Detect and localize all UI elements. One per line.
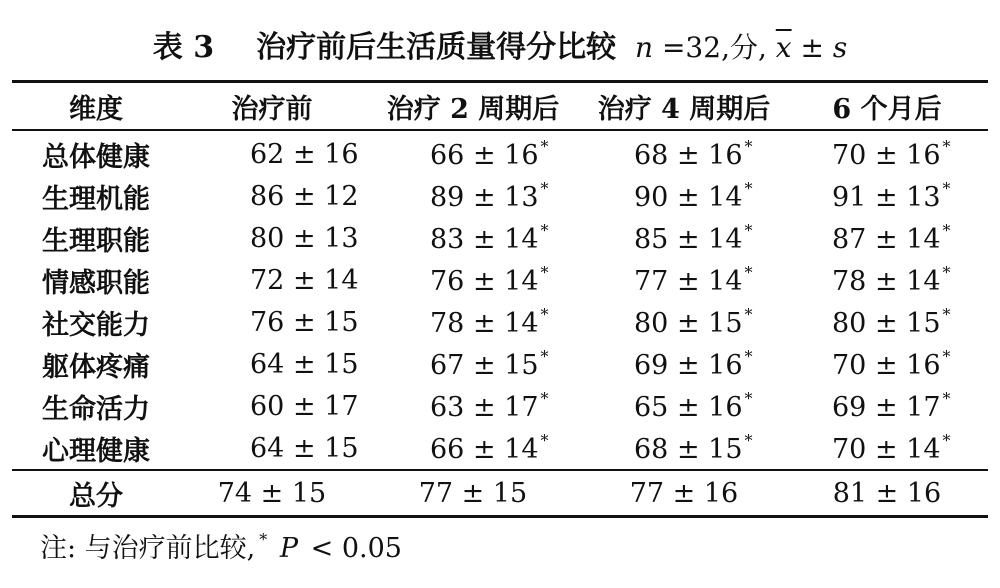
dimension-cell: 生命活力 [42,393,150,425]
value-cell [786,427,988,470]
value-text: 76 ± 15 [250,306,359,338]
note-p: P [279,533,299,564]
value-cell [364,130,582,175]
n-value: =32 [661,31,722,64]
table-stats [626,31,847,64]
total-label: 总分 [69,480,123,512]
value-cell [364,385,582,427]
value-text: 66 ± 16 [430,140,539,171]
significance-star: * [744,137,753,156]
table-row [12,385,988,427]
significance-star: * [540,179,549,198]
value-cell [786,217,988,259]
mean-symbol: $\overline{x}$ [775,31,792,64]
value-text: 72 ± 14 [250,264,359,296]
value-cell [364,259,582,301]
significance-star: * [942,305,951,324]
value-text: 66 ± 14 [430,434,539,465]
value-text: 67 ± 15 [430,350,539,381]
header-cell: 治疗 4 周期后 [597,93,771,125]
value-cell [786,130,988,175]
value-text: 80 ± 13 [250,222,359,254]
unit-label: ,分, [721,31,767,64]
significance-star: * [540,137,549,156]
value-text: 80 ± 15 [832,308,941,339]
header-cell: 维度 [69,93,123,125]
value-cell [364,427,582,470]
table-title [0,22,1000,66]
significance-star: * [744,221,753,240]
value-text: 78 ± 14 [430,308,539,339]
dimension-cell: 心理健康 [42,435,150,467]
value-text: 68 ± 15 [634,434,743,465]
value-cell [180,175,364,217]
significance-star: * [942,347,951,366]
total-value-cell: 77 ± 15 [418,477,528,509]
table-footnote [40,526,402,565]
value-cell [786,175,988,217]
value-cell [786,259,988,301]
significance-star: * [744,305,753,324]
value-text: 62 ± 16 [250,138,359,170]
table-row [12,427,988,470]
dimension-cell: 情感职能 [42,267,150,299]
table-row [12,175,988,217]
significance-star: * [744,389,753,408]
value-cell [582,301,786,343]
value-cell [180,259,364,301]
table-row [12,301,988,343]
significance-star: * [540,305,549,324]
value-cell [364,175,582,217]
total-value-cell: 81 ± 16 [832,477,942,509]
note-rest: < 0.05 [310,533,402,564]
value-text: 60 ± 17 [250,390,359,422]
value-cell [364,343,582,385]
dimension-cell: 生理职能 [42,225,150,257]
value-cell [582,175,786,217]
table-row [12,217,988,259]
total-value-cell: 77 ± 16 [629,477,739,509]
table-number: 表 3 [152,30,215,65]
significance-star: * [540,221,549,240]
dimension-cell: 社交能力 [42,309,150,341]
value-cell [180,301,364,343]
value-text: 76 ± 14 [430,266,539,297]
dimension-cell: 总体健康 [42,141,150,173]
value-text: 63 ± 17 [430,392,539,423]
significance-star: * [942,389,951,408]
value-text: 70 ± 14 [832,434,941,465]
value-text: 69 ± 16 [634,350,743,381]
value-text: 68 ± 16 [634,140,743,171]
value-text: 83 ± 14 [430,224,539,255]
quality-of-life-table [12,80,988,518]
value-cell [180,343,364,385]
value-text: 91 ± 13 [832,182,941,213]
value-cell [582,259,786,301]
value-text: 78 ± 14 [832,266,941,297]
header-cell: 治疗 2 周期后 [386,93,560,125]
value-text: 86 ± 12 [250,180,359,212]
significance-star: * [744,179,753,198]
value-text: 85 ± 14 [634,224,743,255]
significance-star: * [942,179,951,198]
significance-star: * [942,137,951,156]
significance-star: * [942,221,951,240]
value-cell [582,343,786,385]
header-cell: 治疗前 [231,93,313,125]
value-text: 70 ± 16 [832,140,941,171]
significance-star: * [942,263,951,282]
note-prefix: 注: 与治疗前比较, [40,533,256,564]
significance-star: * [744,347,753,366]
table-row [12,130,988,175]
significance-star: * [942,431,951,450]
value-cell [364,217,582,259]
dimension-cell: 生理机能 [42,183,150,215]
table-body [12,130,988,517]
value-text: 87 ± 14 [832,224,941,255]
header-row [12,82,988,131]
value-cell [786,385,988,427]
value-text: 64 ± 15 [250,348,359,380]
sd-symbol: ± s [800,31,848,64]
table-row [12,259,988,301]
total-row [12,470,988,517]
value-cell [582,217,786,259]
value-text: 90 ± 14 [634,182,743,213]
value-cell [786,301,988,343]
value-text: 77 ± 14 [634,266,743,297]
value-text: 64 ± 15 [250,432,359,464]
value-text: 70 ± 16 [832,350,941,381]
value-cell [582,385,786,427]
note-star: * [259,530,268,549]
value-cell [364,301,582,343]
value-cell [180,217,364,259]
significance-star: * [744,431,753,450]
n-label: n [635,31,654,64]
dimension-cell: 躯体疼痛 [42,351,150,383]
value-text: 80 ± 15 [634,308,743,339]
total-value-cell: 74 ± 15 [217,477,327,509]
value-cell [582,427,786,470]
value-cell [180,385,364,427]
significance-star: * [744,263,753,282]
significance-star: * [540,431,549,450]
value-text: 65 ± 16 [634,392,743,423]
significance-star: * [540,389,549,408]
significance-star: * [540,263,549,282]
header-cell: 6 个月后 [832,93,942,125]
value-text: 89 ± 13 [430,182,539,213]
table-caption: 治疗前后生活质量得分比较 [256,30,617,65]
value-cell [180,427,364,470]
table-row [12,343,988,385]
value-cell [180,130,364,175]
value-text: 69 ± 17 [832,392,941,423]
value-cell [582,130,786,175]
significance-star: * [540,347,549,366]
value-cell [786,343,988,385]
